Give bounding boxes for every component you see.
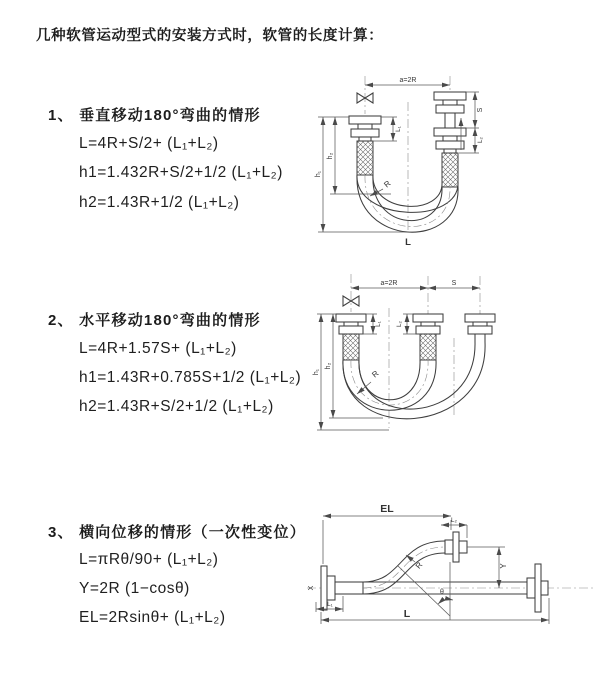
page-title: 几种软管运动型式的安装方式时，软管的长度计算： <box>36 28 384 44</box>
dim-label-el: EL <box>380 503 394 515</box>
section-2-heading: 2、 水平移动180°弯曲的情形 <box>48 312 261 329</box>
braided-hose-section <box>442 153 458 187</box>
section-3-formula-Y: Y=2R (1−cosθ) <box>79 580 190 597</box>
left-fitting <box>349 116 381 175</box>
diagram-lateral-displacement <box>303 492 598 637</box>
dim-label-l2: L₂ <box>396 321 403 327</box>
section-3-heading: 3、 横向位移的情形（一次性变位） <box>48 524 306 541</box>
upper-flange <box>445 532 467 562</box>
braided-hose-section <box>420 334 436 360</box>
diagram-horizontal-180-bend <box>313 268 598 443</box>
dim-label-s: S <box>451 280 457 287</box>
dim-label-y: Y <box>499 563 508 569</box>
right-fitting <box>465 314 495 342</box>
angle-arc <box>438 600 453 604</box>
dim-label-h2: h₂ <box>325 362 332 370</box>
hose-u-bends <box>343 342 485 419</box>
axis-label-x: X <box>308 585 315 591</box>
dim-label-h2: h₂ <box>327 152 334 160</box>
middle-fitting <box>413 314 443 360</box>
radius-label: R <box>382 178 393 190</box>
angle-label-theta: θ <box>440 589 444 596</box>
section-1-formula-L: L=4R+S/2+ (L₁+L₂) <box>79 135 219 152</box>
braided-hose-section <box>343 334 359 360</box>
left-fitting <box>336 314 366 360</box>
dim-label-l2: L₂ <box>477 137 484 143</box>
hose-s-curve <box>363 541 445 594</box>
section-1-formula-h1: h1=1.432R+S/2+1/2 (L₁+L₂) <box>79 164 283 181</box>
braided-hose-section <box>357 141 373 175</box>
dim-label-l1: L₁ <box>375 321 382 327</box>
dim-label-l: L <box>403 608 411 620</box>
section-2-formula-h1: h1=1.43R+0.785S+1/2 (L₁+L₂) <box>79 369 302 386</box>
section-1-heading: 1、 垂直移动180°弯曲的情形 <box>48 107 261 124</box>
dim-label-h1: h₁ <box>313 368 320 376</box>
section-1-formula-h2: h2=1.43R+1/2 (L₁+L₂) <box>79 194 240 211</box>
section-2-formula-h2: h2=1.43R+S/2+1/2 (L₁+L₂) <box>79 398 274 415</box>
section-2-formula-L: L=4R+1.57S+ (L₁+L₂) <box>79 340 237 357</box>
dim-label-l2: L₂ <box>451 517 457 524</box>
section-3-formula-EL: EL=2Rsinθ+ (L₁+L₂) <box>79 609 226 626</box>
radius-label: R <box>413 560 425 571</box>
section-3-formula-L: L=πRθ/90+ (L₁+L₂) <box>79 551 219 568</box>
dim-label-a2r: a=2R <box>380 280 398 287</box>
dim-label-a2r: a=2R <box>399 77 417 84</box>
diagram-vertical-180-bend <box>313 72 573 252</box>
dim-label-l1: L₁ <box>395 126 402 132</box>
length-label: L <box>405 237 411 248</box>
dim-label-s: S <box>477 107 484 113</box>
dim-label-l1: L₁ <box>327 601 333 608</box>
dim-label-h1: h₁ <box>315 170 322 178</box>
radius-label: R <box>370 368 381 380</box>
